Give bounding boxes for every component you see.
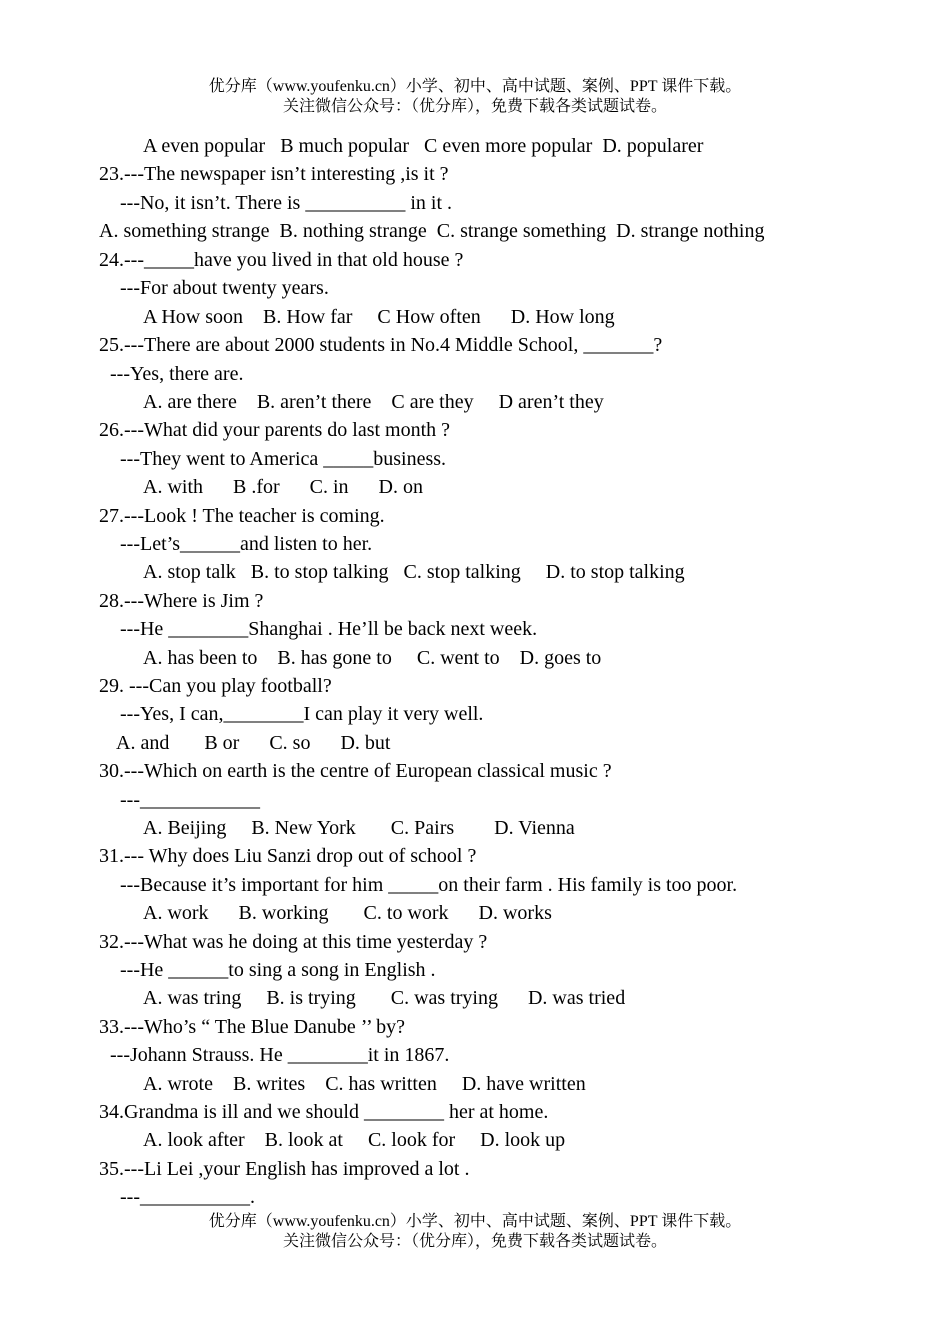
- options-line: A How soon B. How far C How often D. How long: [143, 306, 615, 328]
- question-30: 30.---Which on earth is the centre of European classical music ?: [99, 760, 612, 782]
- options-line: A. wrote B. writes C. has written D. have written: [143, 1073, 586, 1095]
- options-line: A. was tring B. is trying C. was trying D. was tried: [143, 987, 626, 1009]
- header-line-2: 关注微信公众号：（优分库），免费下载各类试题试卷。: [282, 98, 667, 115]
- header-line-1: 优分库（www.youfenku.cn）小学、初中、高中试题、案例、PPT 课件下载。: [208, 78, 742, 95]
- options-line: A. has been to B. has gone to C. went to D. goes to: [143, 647, 602, 669]
- question-24: 24.---_____have you lived in that old house ?: [99, 249, 464, 271]
- answer-line: ---Yes, I can,________I can play it very well.: [120, 703, 484, 725]
- question-23: 23.---The newspaper isn’t interesting ,is it ?: [99, 163, 449, 185]
- answer-line: ---Because it’s important for him _____on their farm . His family is too poor.: [120, 874, 738, 896]
- answer-line: ---____________: [120, 789, 260, 811]
- options-line: A. with B .for C. in D. on: [143, 476, 423, 498]
- options-line: A. stop talk B. to stop talking C. stop talking D. to stop talking: [143, 561, 685, 583]
- page-header: [0, 77, 950, 117]
- question-32: 32.---What was he doing at this time yesterday ?: [99, 931, 488, 953]
- answer-line: ---He ______to sing a song in English .: [120, 959, 436, 981]
- question-29: 29. ---Can you play football?: [99, 675, 332, 697]
- question-28: 28.---Where is Jim ?: [99, 590, 264, 612]
- question-34: 34.Grandma is ill and we should ________ her at home.: [99, 1101, 549, 1123]
- answer-line: ---Let’s______and listen to her.: [120, 533, 373, 555]
- answer-line: ---___________.: [120, 1186, 255, 1208]
- question-25: 25.---There are about 2000 students in No.4 Middle School, _______?: [99, 334, 663, 356]
- answer-line: ---Johann Strauss. He ________it in 1867.: [110, 1044, 450, 1066]
- answer-line: ---For about twenty years.: [120, 277, 329, 299]
- options-line: A. look after B. look at C. look for D. look up: [143, 1129, 566, 1151]
- options-line: A even popular B much popular C even more popular D. popularer: [143, 135, 704, 157]
- footer-line-1: 优分库（www.youfenku.cn）小学、初中、高中试题、案例、PPT 课件下载。: [208, 1213, 742, 1230]
- options-line: A. work B. working C. to work D. works: [143, 902, 552, 924]
- question-33: 33.---Who’s “ The Blue Danube ’’ by?: [99, 1016, 406, 1038]
- question-35: 35.---Li Lei ,your English has improved a lot .: [99, 1158, 470, 1180]
- question-31: 31.--- Why does Liu Sanzi drop out of school ?: [99, 845, 477, 867]
- options-line: A. something strange B. nothing strange C. strange something D. strange nothing: [99, 220, 765, 242]
- answer-line: ---They went to America _____business.: [120, 448, 447, 470]
- question-26: 26.---What did your parents do last month ?: [99, 419, 451, 441]
- options-line: A. are there B. aren’t there C are they D aren’t they: [143, 391, 604, 413]
- question-27: 27.---Look ! The teacher is coming.: [99, 505, 385, 527]
- options-line: A. Beijing B. New York C. Pairs D. Vienna: [143, 817, 575, 839]
- answer-line: ---No, it isn’t. There is __________ in it .: [120, 192, 453, 214]
- footer-line-2: 关注微信公众号：（优分库），免费下载各类试题试卷。: [282, 1233, 667, 1250]
- answer-line: ---Yes, there are.: [110, 363, 244, 385]
- answer-line: ---He ________Shanghai . He’ll be back next week.: [120, 618, 538, 640]
- page-footer: [0, 1212, 950, 1252]
- options-line: A. and B or C. so D. but: [116, 732, 391, 754]
